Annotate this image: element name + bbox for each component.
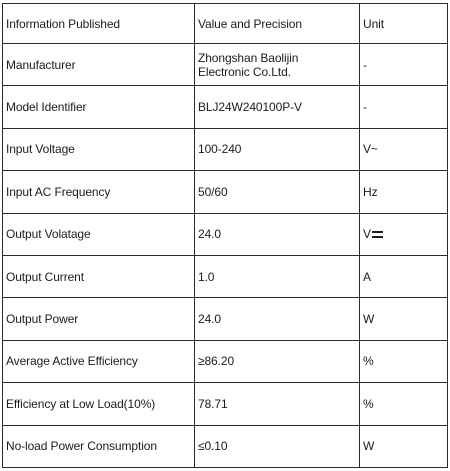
info-cell: Average Active Efficiency xyxy=(3,340,195,382)
value-cell: 24.0 xyxy=(195,298,360,340)
value-cell: ≤0.10 xyxy=(195,425,360,467)
header-info: Information Published xyxy=(3,4,195,44)
info-cell: Input AC Frequency xyxy=(3,171,195,213)
info-cell: Output Volatage xyxy=(3,213,195,255)
spec-table xyxy=(2,3,448,468)
info-cell: Output Power xyxy=(3,298,195,340)
value-cell: 24.0 xyxy=(195,213,360,255)
unit-cell: W xyxy=(360,425,448,467)
unit-cell: V~ xyxy=(360,128,448,170)
table-row xyxy=(3,383,448,425)
value-line: Zhongshan Baolijin xyxy=(198,50,299,65)
header-unit: Unit xyxy=(360,4,448,44)
info-cell: Output Current xyxy=(3,255,195,297)
info-cell: Efficiency at Low Load(10%) xyxy=(3,383,195,425)
value-cell: 1.0 xyxy=(195,255,360,297)
table-row xyxy=(3,425,448,467)
unit-cell: % xyxy=(360,340,448,382)
table-row xyxy=(3,86,448,128)
header-row xyxy=(3,4,448,44)
unit-cell: % xyxy=(360,383,448,425)
table-row xyxy=(3,255,448,297)
info-cell: Manufacturer xyxy=(3,44,195,86)
unit-cell: A xyxy=(360,255,448,297)
value-cell: 50/60 xyxy=(195,171,360,213)
table-row xyxy=(3,171,448,213)
table-row xyxy=(3,128,448,170)
value-cell xyxy=(195,44,360,86)
info-cell: Input Voltage xyxy=(3,128,195,170)
unit-cell: W xyxy=(360,298,448,340)
table-row xyxy=(3,340,448,382)
unit-cell: - xyxy=(360,86,448,128)
table-row xyxy=(3,213,448,255)
unit-text: V xyxy=(363,227,371,242)
value-cell: ≥86.20 xyxy=(195,340,360,382)
table-row xyxy=(3,298,448,340)
value-cell: 78.71 xyxy=(195,383,360,425)
header-value: Value and Precision xyxy=(195,4,360,44)
unit-cell xyxy=(360,213,448,255)
table-row xyxy=(3,44,448,86)
info-cell: Model Identifier xyxy=(3,86,195,128)
value-cell: BLJ24W240100P-V xyxy=(195,86,360,128)
dc-current-icon xyxy=(372,231,383,238)
value-cell: 100-240 xyxy=(195,128,360,170)
unit-cell: Hz xyxy=(360,171,448,213)
value-line: Electronic Co.Ltd. xyxy=(198,64,291,79)
info-cell: No-load Power Consumption xyxy=(3,425,195,467)
unit-cell: - xyxy=(360,44,448,86)
